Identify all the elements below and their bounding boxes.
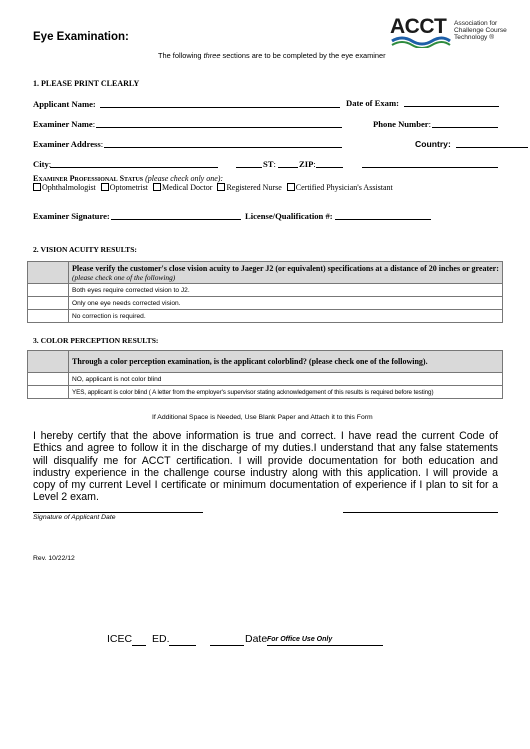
table-row xyxy=(28,297,503,310)
color-check-cell[interactable] xyxy=(28,373,69,386)
st-field[interactable] xyxy=(278,167,298,168)
color-option: YES, applicant is color blind ( A letter from the employer's supervisor stating acknowledgement of this results is required before testing) xyxy=(69,386,503,399)
date-of-exam-label: Date of Exam: xyxy=(346,98,399,108)
city-field[interactable] xyxy=(50,167,218,168)
certification-statement: I hereby certify that the above information is true and correct. I have read the current Code of Ethics and agree to follow it in the discharge of my duties.I understand that any false statements will disqualify me for ACCT certification. I will provide documentation for both education and industry experience in the challenge course industry along with this application. I will provide a copy of my current Level I certificate or minimum documentation of experience if I plan to sit for a Level 2 exam. xyxy=(33,430,498,504)
color-perception-table xyxy=(27,350,503,399)
applicant-date-field[interactable] xyxy=(343,512,498,513)
table-row xyxy=(28,284,503,297)
vision-option: Both eyes require corrected vision to J2. xyxy=(69,284,503,297)
examiner-signature-field[interactable] xyxy=(111,219,241,220)
office-use-label: For Office Use Only xyxy=(267,636,333,643)
date-of-exam-field[interactable] xyxy=(404,106,499,107)
color-check-header xyxy=(28,351,69,373)
vision-check-cell[interactable] xyxy=(28,310,69,323)
logo-wordmark: ACCT xyxy=(390,15,447,38)
phone-number-field[interactable] xyxy=(432,127,498,128)
office-date-field[interactable] xyxy=(267,645,383,646)
professional-status-label: Examiner Professional Status (please check only one): xyxy=(33,174,224,183)
table-row xyxy=(28,373,503,386)
checkbox-icon[interactable] xyxy=(217,183,225,191)
examiner-address-field[interactable] xyxy=(104,147,342,148)
acct-logo xyxy=(390,17,510,49)
table-row xyxy=(28,386,503,399)
country-label: Country: xyxy=(415,139,451,149)
applicant-name-field[interactable] xyxy=(100,107,340,108)
vision-check-header xyxy=(28,262,69,284)
vision-acuity-table xyxy=(27,261,503,323)
status-option-medical-doctor[interactable]: Medical Doctor xyxy=(153,183,212,192)
applicant-name-label: Applicant Name: xyxy=(33,99,96,109)
vision-option: No correction is required. xyxy=(69,310,503,323)
logo-tagline: Association for Challenge Course Technology ® xyxy=(454,20,507,42)
color-check-cell[interactable] xyxy=(28,386,69,399)
table-row xyxy=(28,310,503,323)
applicant-signature-field[interactable] xyxy=(33,512,203,513)
checkbox-icon[interactable] xyxy=(101,183,109,191)
additional-space-note: If Additional Space is Needed, Use Blank Paper and Attach it to this Form xyxy=(152,414,373,421)
ed-label: ED. xyxy=(152,633,170,645)
signature-caption: Signature of Applicant Date xyxy=(33,514,116,521)
status-option-physician-assistant[interactable]: Certified Physician's Assistant xyxy=(287,183,393,192)
date-field-lead[interactable] xyxy=(210,645,244,646)
status-option-optometrist[interactable]: Optometrist xyxy=(101,183,148,192)
icec-field[interactable] xyxy=(132,645,146,646)
license-label: License/Qualification #: xyxy=(245,211,333,221)
color-prompt: Through a color perception examination, is the applicant colorblind? (please check one of the following). xyxy=(69,351,503,373)
vision-option: Only one eye needs corrected vision. xyxy=(69,297,503,310)
zip-label: ZIP: xyxy=(299,159,316,169)
checkbox-icon[interactable] xyxy=(33,183,41,191)
instruction-line: The following three sections are to be completed by the eye examiner xyxy=(158,51,386,60)
professional-status-options xyxy=(33,183,393,192)
ed-field[interactable] xyxy=(169,645,196,646)
vision-check-cell[interactable] xyxy=(28,284,69,297)
vision-prompt: Please verify the customer's close vision acuity to Jaeger J2 (or equivalent) specifications at a distance of 20 inches or greater: (please check one of the following) xyxy=(69,262,503,284)
revision-label: Rev. 10/22/12 xyxy=(33,555,75,562)
checkbox-icon[interactable] xyxy=(153,183,161,191)
section3-heading: 3. COLOR PERCEPTION RESULTS: xyxy=(33,336,159,345)
city-label: City: xyxy=(33,159,52,169)
color-option: NO, applicant is not color blind xyxy=(69,373,503,386)
office-date-label: Date xyxy=(245,633,268,645)
license-field[interactable] xyxy=(335,219,431,220)
page-title: Eye Examination: xyxy=(33,31,129,43)
country-field[interactable] xyxy=(456,147,528,148)
city-extra-field[interactable] xyxy=(362,167,498,168)
examiner-signature-label: Examiner Signature: xyxy=(33,211,110,221)
status-option-registered-nurse[interactable]: Registered Nurse xyxy=(217,183,281,192)
icec-label: ICEC xyxy=(107,633,133,645)
section2-heading: 2. VISION ACUITY RESULTS: xyxy=(33,245,137,254)
examiner-address-label: Examiner Address: xyxy=(33,139,104,149)
status-option-ophthalmologist[interactable]: Ophthalmologist xyxy=(33,183,96,192)
examiner-name-field[interactable] xyxy=(96,127,342,128)
checkbox-icon[interactable] xyxy=(287,183,295,191)
vision-check-cell[interactable] xyxy=(28,297,69,310)
section1-heading: 1. PLEASE PRINT CLEARLY xyxy=(33,79,140,88)
phone-number-label: Phone Number: xyxy=(373,119,432,129)
st-label: ST: xyxy=(263,159,276,169)
st-field-lead[interactable] xyxy=(236,167,262,168)
examiner-name-label: Examiner Name: xyxy=(33,119,96,129)
zip-field[interactable] xyxy=(316,167,343,168)
